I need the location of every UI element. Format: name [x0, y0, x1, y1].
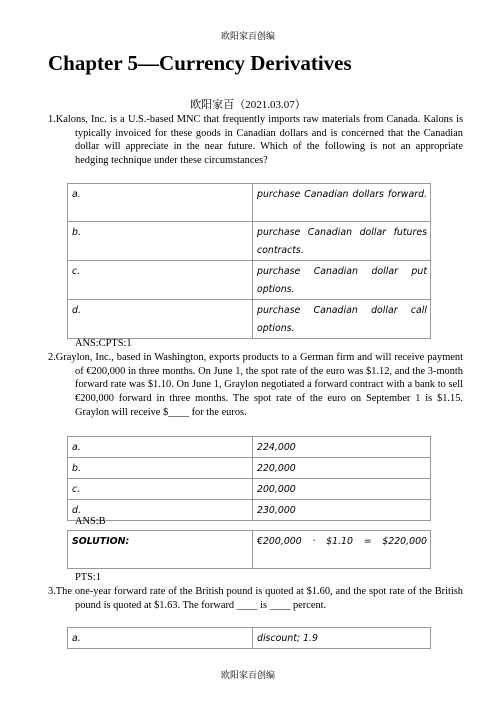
option-row: [68, 500, 431, 521]
option-letter: c.: [68, 261, 253, 300]
option-row: [68, 222, 431, 261]
question-2-options: [67, 436, 431, 521]
option-text: purchase Canadian dollar call options.: [253, 300, 431, 339]
author-line: 欧阳家百（2021.03.07）: [190, 99, 306, 111]
solution-row: [68, 531, 431, 569]
option-row: [68, 261, 431, 300]
chapter-title: Chapter 5—Currency Derivatives: [48, 51, 352, 75]
question-2: [48, 351, 463, 420]
option-letter: c.: [68, 479, 253, 500]
answer-line: ANS:CPTS:1: [75, 338, 132, 349]
question-1: [48, 113, 463, 168]
option-text: purchase Canadian dollars forward.: [253, 184, 431, 222]
option-letter: d.: [68, 300, 253, 339]
option-row: [68, 479, 431, 500]
option-text: purchase Canadian dollar futures contracts.: [253, 222, 431, 261]
option-letter: a.: [68, 184, 253, 222]
option-letter: d.: [68, 500, 253, 521]
question-3: [48, 585, 463, 612]
question-3-options: [67, 627, 431, 649]
answer-line: ANS:B: [75, 516, 106, 527]
question-text: Graylon, Inc., based in Washington, exports products to a German firm and will receive payment of €200,000 in three months. On June 1, the spot rate of the euro was $1.12, and the 3-month forward rate was $1.10. On June 1, Graylon negotiated a forward contract with a bank to sell €200,000 forward in three months. The spot rate of the euro on September 1 is $1.15. Graylon will receive $____ for the euros.: [55, 352, 463, 418]
option-letter: b.: [68, 222, 253, 261]
option-letter: b.: [68, 458, 253, 479]
option-text: discount; 1.9: [253, 628, 431, 649]
option-row: [68, 184, 431, 222]
option-row: [68, 628, 431, 649]
solution-label: SOLUTION:: [68, 531, 253, 569]
option-letter: a.: [68, 628, 253, 649]
points-line: PTS:1: [75, 572, 101, 583]
option-text: 230,000: [253, 500, 431, 521]
option-row: [68, 458, 431, 479]
question-number: 1.: [48, 114, 56, 125]
solution-text: €200,000 · $1.10 = $220,000: [253, 531, 431, 569]
question-text: The one-year forward rate of the British pound is quoted at $1.60, and the spot rate of the British pound is quoted at $1.63. The forward ____ is ____ percent.: [55, 586, 463, 611]
question-number: 3.: [48, 586, 56, 597]
option-text: purchase Canadian dollar put options.: [253, 261, 431, 300]
page-header: 欧阳家百创编: [220, 31, 275, 41]
question-1-options: [67, 183, 431, 339]
option-row: [68, 437, 431, 458]
solution-table: [67, 530, 431, 569]
option-text: 220,000: [253, 458, 431, 479]
question-text: Kalons, Inc. is a U.S.-based MNC that frequently imports raw materials from Canada. Kalons is typically invoiced for these goods in Canadian dollars and is concerned that the Canadian dollar will appreciate in the near future. Which of the following is not an appropriate hedging technique under these circumstances?: [55, 114, 463, 167]
option-text: 200,000: [253, 479, 431, 500]
option-text: 224,000: [253, 437, 431, 458]
question-number: 2.: [48, 352, 56, 363]
option-row: [68, 300, 431, 339]
option-letter: a.: [68, 437, 253, 458]
page-footer: 欧阳家百创编: [220, 670, 275, 680]
